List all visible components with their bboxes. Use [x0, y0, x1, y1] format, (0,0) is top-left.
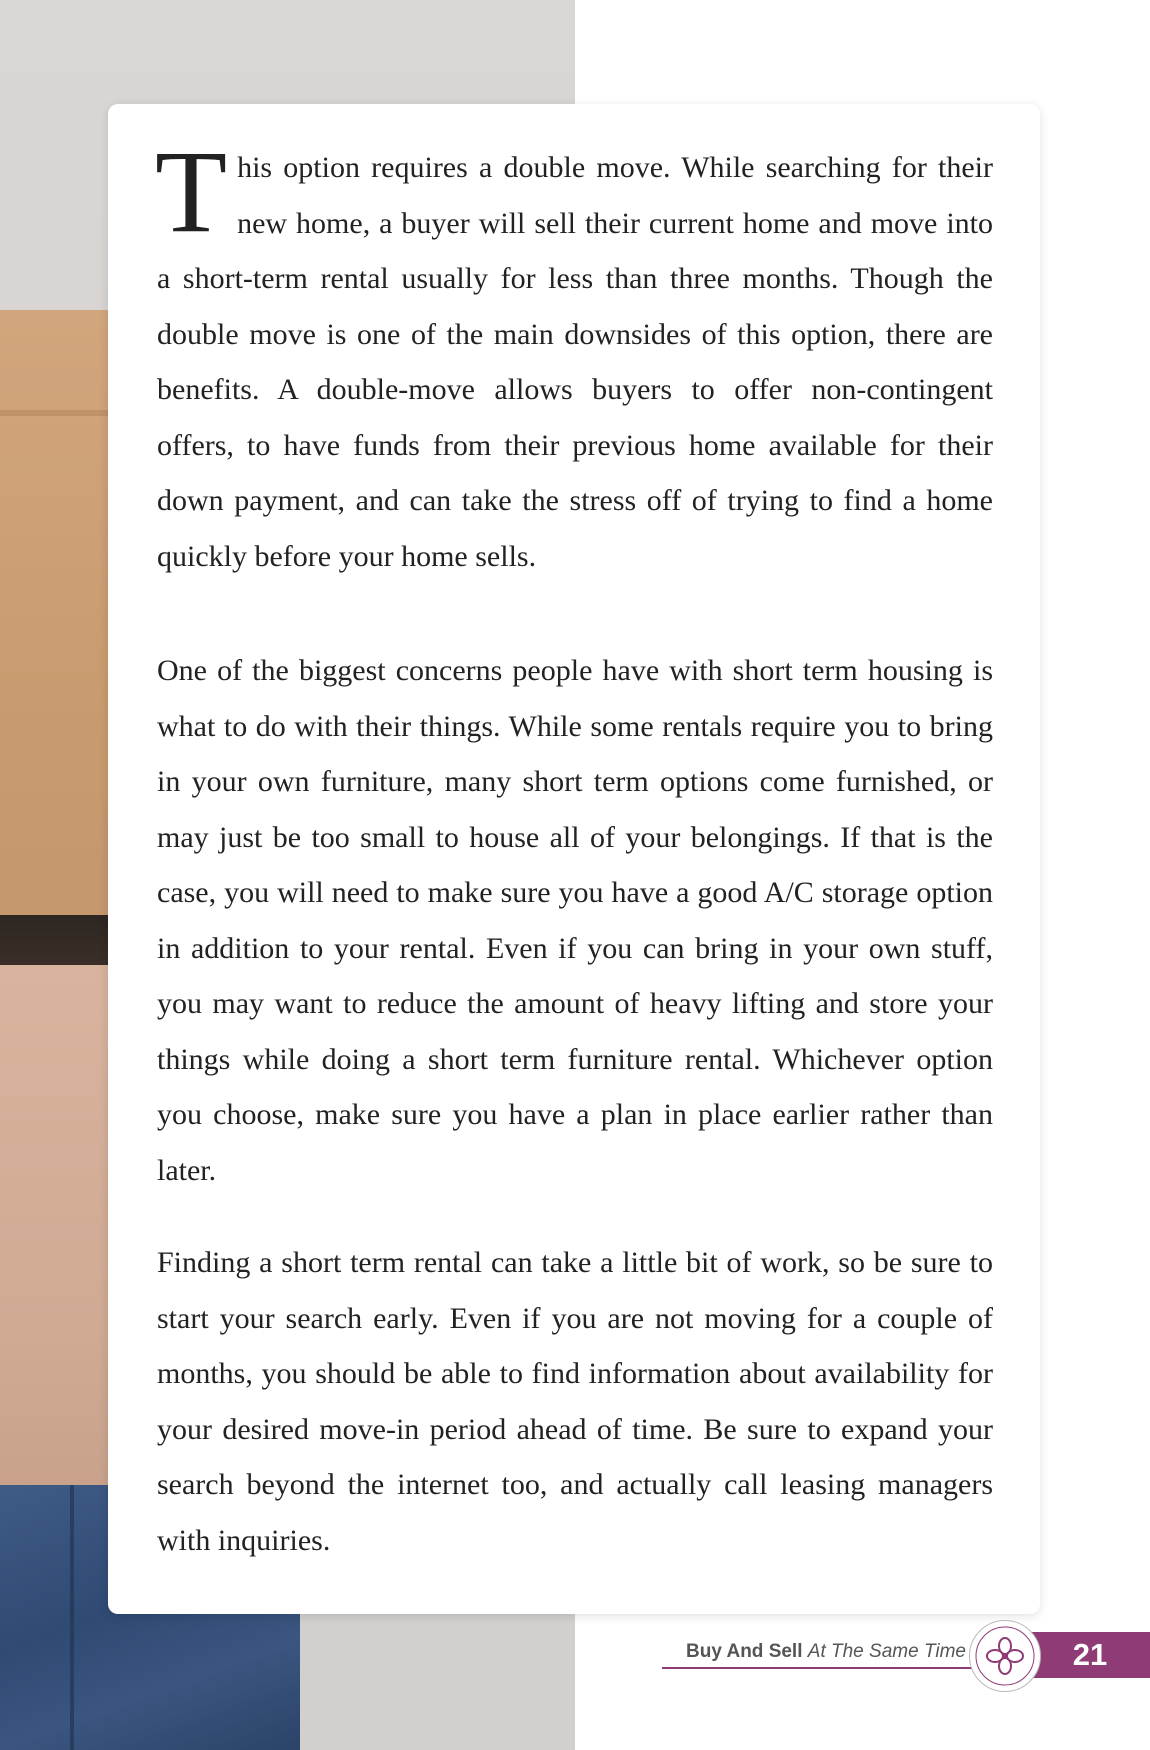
paragraph-1-text: his option requires a double move. While searching for their new home, a buyer will sell their current home and move into a short-term rental usually for less than three months. Though the double move is one of the main downsides of this option, there are benefits. A double-move allows buyers to offer non-contingent offers, to have funds from their previous home available for their down payment, and can take the stress off of trying to find a home quickly before your home sells. [157, 151, 993, 573]
footer-title-bold: Buy And Sell [686, 1641, 803, 1662]
jeans-seam [70, 1485, 74, 1750]
paragraph-2: One of the biggest concerns people have with short term housing is what to do with their things. While some rentals require you to bring in your own furniture, many short term options come furnished, or may just be too small to house all of your belongings. If that is the case, you will need to make sure you have a good A/C storage option in addition to your rental. Even if you can bring in your own stuff, you may want to reduce the amount of heavy lifting and store your things while doing a short term furniture rental. Whichever option you choose, make sure you have a plan in place earlier rather than later. [157, 654, 993, 1187]
page-number: 21 [1072, 1637, 1108, 1672]
drop-cap: T [155, 126, 228, 257]
footer-title [686, 1641, 966, 1663]
paragraph-1 [155, 126, 993, 584]
paragraph-3: Finding a short term rental can take a little bit of work, so be sure to start your search early. Even if you are not moving for a couple of months, you should be able to find information about availability for your desired move-in period ahead of time. Be sure to expand your search beyond the internet too, and actually call leasing managers with inquiries. [157, 1246, 993, 1557]
footer-title-italic: At The Same Time [807, 1641, 966, 1662]
flower-logo-icon [969, 1620, 1041, 1692]
